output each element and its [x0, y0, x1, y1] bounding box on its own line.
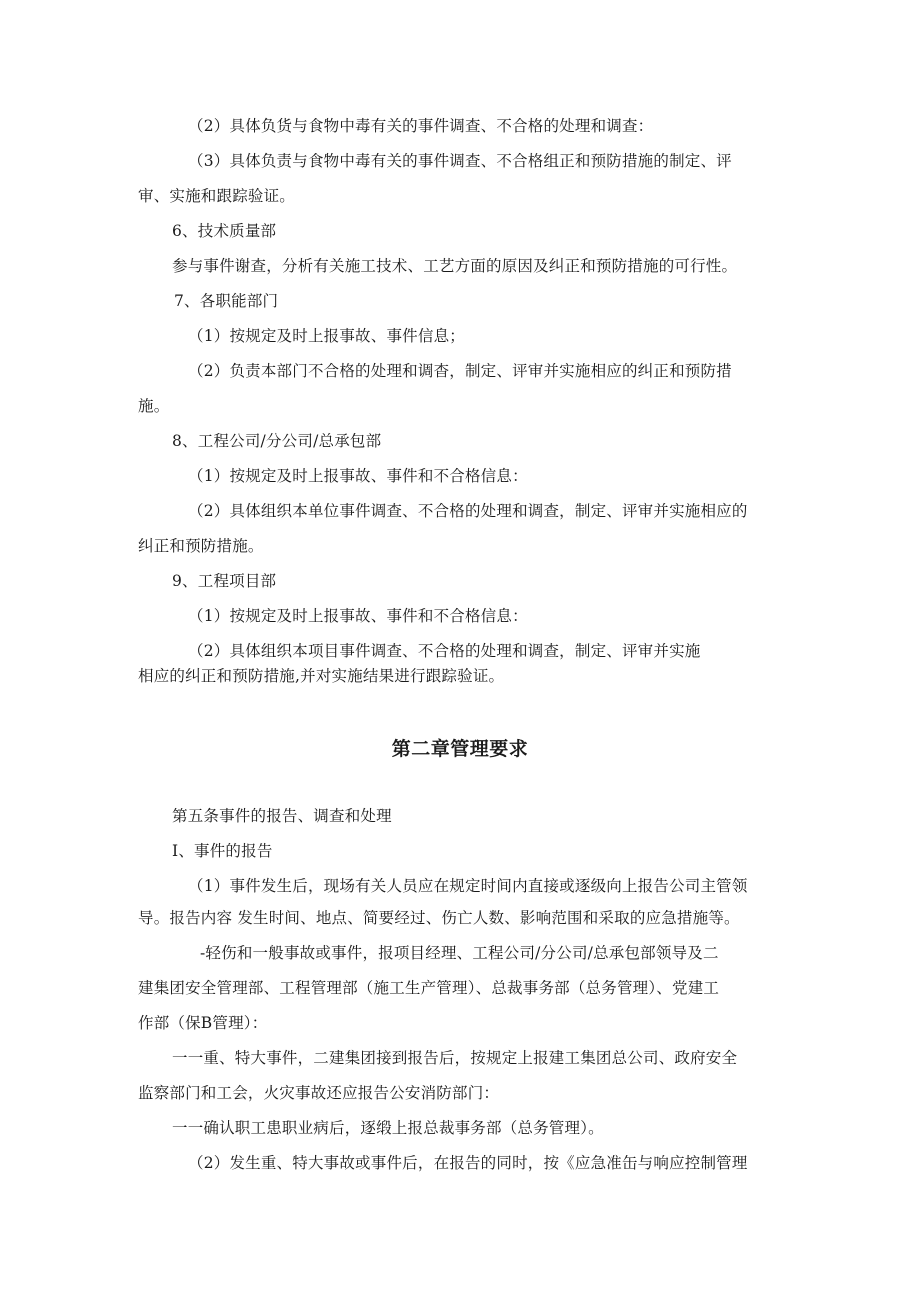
body-line: （2）负责本部门不合格的处理和调杳，制定、评审并实施相应的纠正和预防措 [188, 362, 732, 380]
body-line: （1）事件发生后，现场有关人员应在规定时间内直接或逐级向上报告公司主管领 [188, 877, 748, 895]
body-line: （2）具体组织本单位事件调查、不合格的处理和调查，制定、评审并实施相应的 [188, 502, 748, 520]
chapter-title: 第二章管理要求 [391, 738, 529, 760]
body-line: 作部（保B管理）： [138, 1014, 268, 1032]
section-heading: 6、技术质量部 [172, 222, 277, 240]
body-line: 施。 [138, 397, 170, 415]
body-line: （2）发生重、特大事故或事件后，在报告的同时，按《应急准缶与响应控制管理 [188, 1154, 748, 1172]
body-line: 监察部门和工会，火灾事故还应报告公安消防部门： [138, 1084, 500, 1102]
body-line: 纠正和预防措施。 [138, 537, 264, 555]
body-line: （1）按规定及时上报事故、事件和不合格信息： [188, 607, 528, 625]
body-line: -轻伤和一般事故或事件，报项目经理、工程公司/分公司/总承包部领导及二 [200, 944, 719, 962]
body-line: 一一重、特大事件，二建集团接到报告后，按规定上报建工集团总公司、政府安全 [172, 1049, 738, 1067]
body-line: 一一确认职工患职业病后，逐缎上报总裁事务部（总务管理）。 [172, 1119, 604, 1137]
article-heading: 第五条事件的报告、调查和处理 [172, 807, 392, 825]
body-line: （3）具体负责与食物中毒有关的事件调查、不合格组正和预防措施的制定、评 [188, 152, 732, 170]
body-line: 导。报告内容 发生时间、地点、简要经过、伤亡人数、影响范围和采取的应急措施等。 [138, 909, 740, 927]
body-line: （2）具体组织本项目事件调查、不合格的处理和调查，制定、评审并实施 [188, 642, 701, 660]
body-line: （1）按规定及时上报事故、事件信息； [188, 327, 465, 345]
body-line: 审、实施和跟踪验证。 [138, 187, 296, 205]
body-line: 相应的纠正和预防措施,并对实施结果进行跟踪验证。 [138, 667, 505, 685]
section-heading: I、事件的报告 [172, 842, 273, 860]
section-heading: 9、工程项目部 [172, 572, 277, 590]
section-heading: 7、各职能部门 [174, 292, 279, 310]
section-heading: 8、工程公司/分公司/总承包部 [172, 432, 382, 450]
body-line: 建集团安全管理部、工程管理部（施工生产管理）、总裁事务部（总务管理）、党建工 [138, 979, 720, 997]
body-line: （1）按规定及时上报事故、事件和不合格信息： [188, 467, 528, 485]
body-line: 参与事件谢查，分析有关施工技术、工艺方面的原因及纠正和预防措施的可行性。 [172, 257, 738, 275]
body-line: （2）具体负货与食物中毒有关的事件调查、不合格的处理和调查： [188, 117, 654, 135]
